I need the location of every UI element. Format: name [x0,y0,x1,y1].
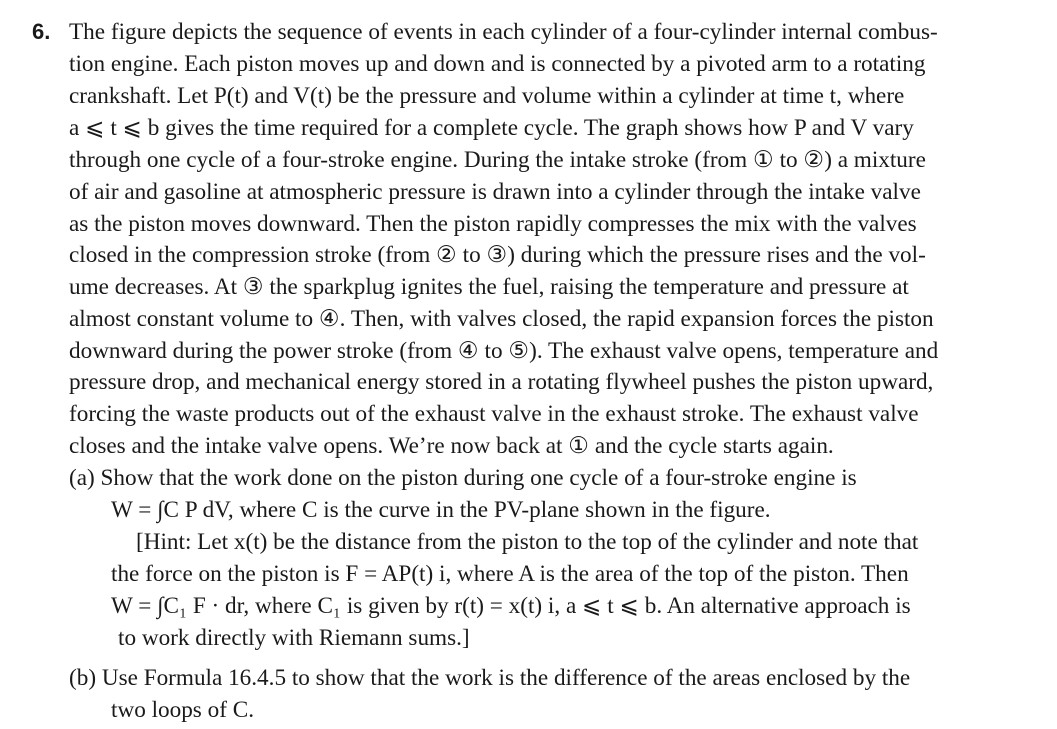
intro-line-8: closed in the compression stroke (from ② to ③) during which the pressure rises and the vol- [69,242,926,268]
intro-line-4: a ⩽ t ⩽ b gives the time required for a complete cycle. The graph shows how P and V vary [69,115,914,141]
intro-line-11: downward during the power stroke (from ④ to ⑤). The exhaust valve opens, temperature and [69,338,939,364]
part-a-line-2: W = ∫C P dV, where C is the curve in the PV-plane shown in the figure. [111,497,771,523]
intro-line-6: of air and gasoline at atmospheric pressure is drawn into a cylinder through the intake valve [69,179,921,205]
part-b-line-1: (b) Use Formula 16.4.5 to show that the work is the difference of the areas enclosed by the [69,665,911,691]
intro-line-7: as the piston moves downward. Then the piston rapidly compresses the mix with the valves [69,211,917,237]
intro-line-5: through one cycle of a four-stroke engine. During the intake stroke (from ① to ②) a mixture [69,147,926,173]
part-a-hint-line-4: to work directly with Riemann sums.] [118,625,470,651]
intro-line-9: ume decreases. At ③ the sparkplug ignites the fuel, raising the temperature and pressure at [69,274,909,300]
intro-line-2: tion engine. Each piston moves up and down and is connected by a pivoted arm to a rotating [69,51,926,77]
intro-line-3: crankshaft. Let P(t) and V(t) be the pressure and volume within a cylinder at time t, where [69,83,905,109]
intro-line-1: The figure depicts the sequence of events in each cylinder of a four-cylinder internal combus- [69,19,938,45]
part-a-hint-line-2: the force on the piston is F = AP(t) i, where A is the area of the top of the piston. Then [111,561,909,587]
intro-line-14: closes and the intake valve opens. We’re now back at ① and the cycle starts again. [69,433,834,459]
problem-number: 6. [32,19,51,44]
part-a-hint-line-1: [Hint: Let x(t) be the distance from the piston to the top of the cylinder and note that [136,529,919,555]
part-a-line-1: (a) Show that the work done on the piston during one cycle of a four-stroke engine is [69,465,857,491]
intro-line-10: almost constant volume to ④. Then, with valves closed, the rapid expansion forces the piston [69,306,934,332]
part-b-line-2: two loops of C. [111,697,254,723]
intro-line-13: forcing the waste products out of the exhaust valve in the exhaust stroke. The exhaust valve [69,401,919,427]
intro-line-12: pressure drop, and mechanical energy stored in a rotating flywheel pushes the piston upward, [69,369,934,395]
part-a-hint-line-3: W = ∫C₁ F · dr, where C₁ is given by r(t) = x(t) i, a ⩽ t ⩽ b. An alternative approach is [111,593,911,619]
